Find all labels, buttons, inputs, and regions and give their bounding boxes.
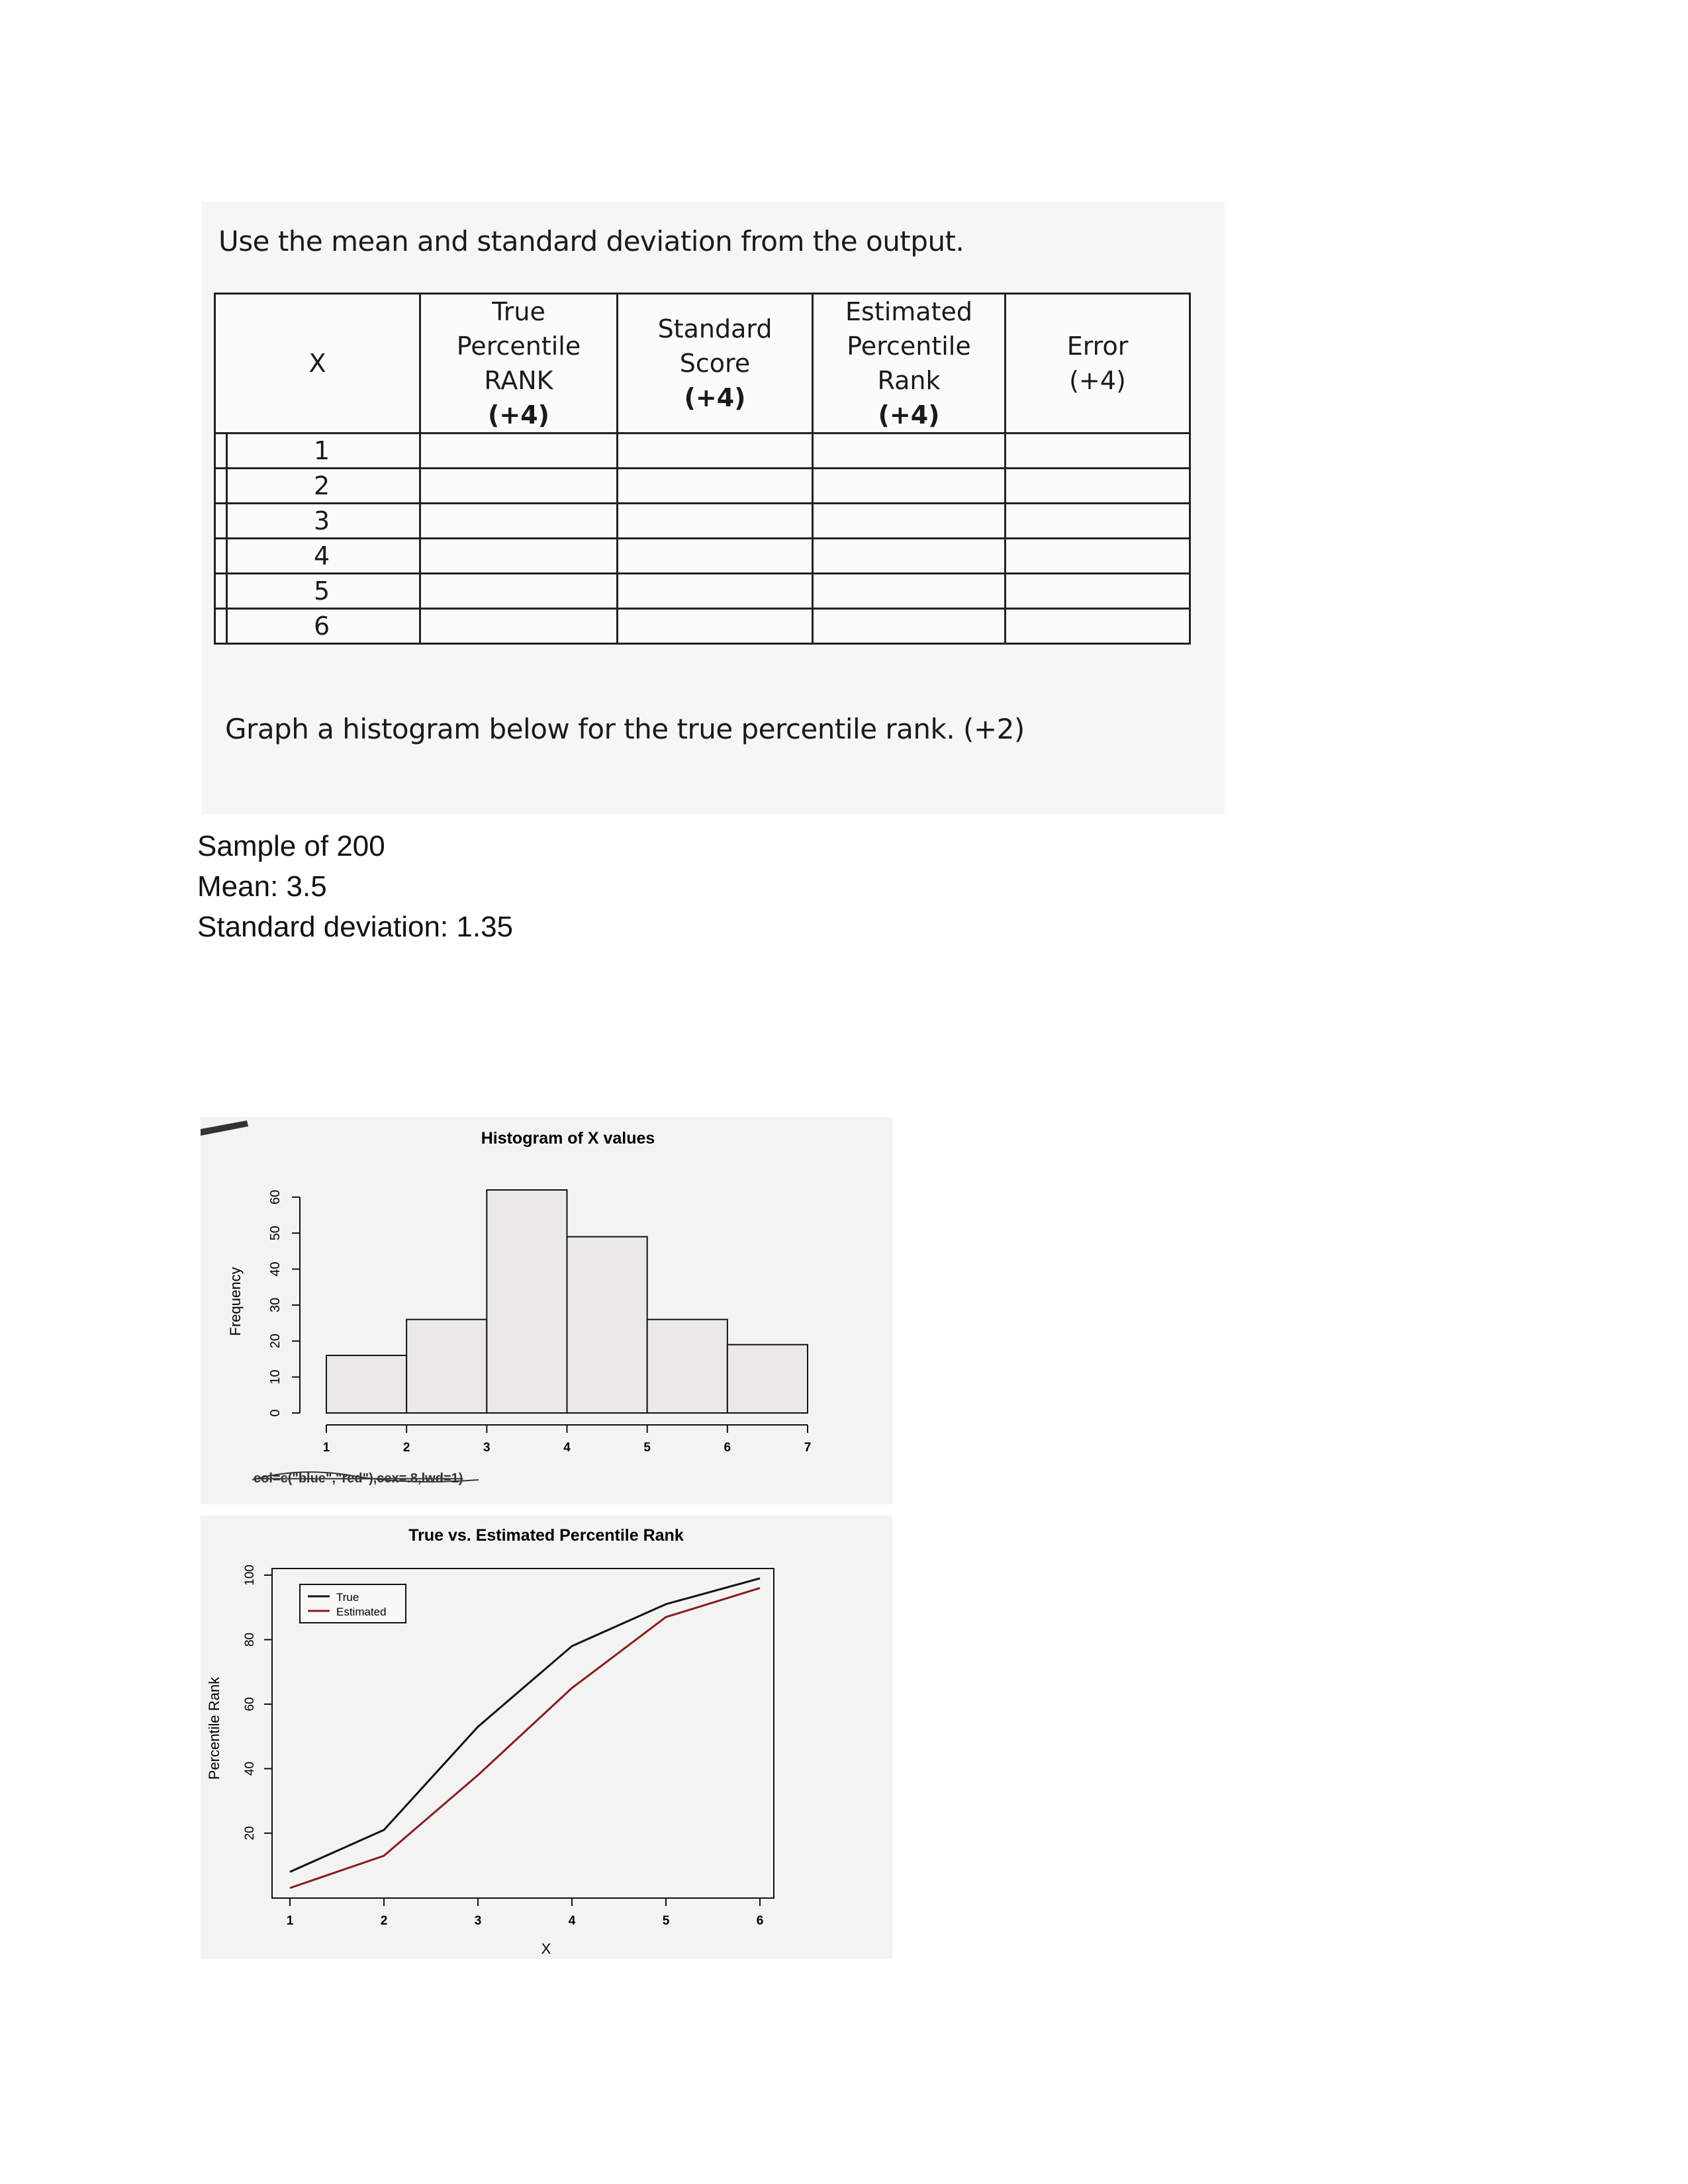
x-tick-label: 5 (662, 1914, 670, 1928)
y-tick-label: 20 (268, 1334, 283, 1349)
y-tick-label: 60 (268, 1189, 283, 1205)
x-tick-label: 5 (643, 1441, 651, 1455)
x-tick-label: 3 (483, 1441, 491, 1455)
x-value-cell (215, 574, 420, 609)
y-tick-label: 40 (268, 1261, 283, 1277)
table-row (215, 574, 1190, 609)
y-tick-label: 40 (243, 1761, 257, 1776)
y-tick-label: 10 (268, 1369, 283, 1385)
header-standard-score: Standard Score (+4) (618, 294, 813, 433)
sample-size-text: Sample of 200 (197, 830, 385, 862)
table-row (215, 539, 1190, 574)
x-tick-label: 4 (563, 1441, 571, 1455)
y-tick-label: 80 (243, 1632, 257, 1647)
header-estimated-percentile-rank: Estimated Percentile Rank (+4) (813, 294, 1006, 433)
histogram-chart (201, 1117, 892, 1504)
x-tick-label: 2 (402, 1441, 410, 1455)
true-rank-cell[interactable] (420, 539, 618, 574)
x-tick-label: 3 (474, 1914, 482, 1928)
error-cell[interactable] (1006, 504, 1190, 539)
instruction-text: Use the mean and standard deviation from the output. (218, 225, 964, 257)
error-cell[interactable] (1006, 433, 1190, 469)
graph-prompt-text: Graph a histogram below for the true percentile rank. (+2) (225, 713, 1025, 745)
y-tick-label: 50 (268, 1226, 283, 1241)
table-header-row (215, 294, 1190, 433)
x-tick-label: 7 (804, 1441, 812, 1455)
x-tick-label: 2 (380, 1914, 388, 1928)
y-axis-label: Frequency (227, 1267, 244, 1336)
histogram-bar (326, 1355, 406, 1413)
x-tick-label: 1 (322, 1441, 330, 1455)
table-body (215, 433, 1190, 644)
x-value: 4 (226, 539, 419, 572)
true-rank-cell[interactable] (420, 574, 618, 609)
standard-score-cell[interactable] (618, 504, 813, 539)
y-axis-label: Percentile Rank (206, 1676, 222, 1780)
y-tick-label: 100 (243, 1565, 257, 1586)
x-tick-label: 4 (568, 1914, 576, 1928)
standard-score-cell[interactable] (618, 433, 813, 469)
estimated-rank-cell[interactable] (813, 433, 1006, 469)
estimated-rank-cell[interactable] (813, 539, 1006, 574)
histogram-bar (647, 1320, 727, 1413)
header-true-percentile-rank: True Percentile RANK (+4) (420, 294, 618, 433)
x-value: 6 (226, 610, 419, 643)
true-rank-cell[interactable] (420, 504, 618, 539)
histogram-bar (487, 1190, 567, 1413)
estimated-rank-cell[interactable] (813, 574, 1006, 609)
header-error: Error (+4) (1006, 294, 1190, 433)
x-value-cell (215, 539, 420, 574)
mean-text: Mean: 3.5 (197, 870, 327, 903)
series-line-estimated (290, 1588, 760, 1888)
x-value-cell (215, 609, 420, 644)
x-axis-label: X (541, 1940, 551, 1957)
x-value: 3 (226, 504, 419, 537)
y-tick-label: 30 (268, 1297, 283, 1313)
y-tick-label: 20 (243, 1826, 257, 1841)
x-value: 2 (226, 469, 419, 502)
y-tick-label: 60 (243, 1697, 257, 1711)
error-cell[interactable] (1006, 574, 1190, 609)
worksheet-table (214, 293, 1191, 645)
standard-score-cell[interactable] (618, 574, 813, 609)
standard-score-cell[interactable] (618, 609, 813, 644)
error-cell[interactable] (1006, 609, 1190, 644)
true-rank-cell[interactable] (420, 609, 618, 644)
x-value-cell (215, 469, 420, 504)
chart-title: True vs. Estimated Percentile Rank (408, 1526, 684, 1545)
true-rank-cell[interactable] (420, 433, 618, 469)
histogram-bar (727, 1345, 808, 1413)
error-cell[interactable] (1006, 539, 1190, 574)
scanned-worksheet (202, 202, 1225, 814)
table-row (215, 433, 1190, 469)
table-row (215, 504, 1190, 539)
percentile-rank-line-chart (201, 1516, 892, 1959)
x-value-cell (215, 504, 420, 539)
scan-smudge (201, 1120, 248, 1136)
histogram-figure (201, 1117, 892, 1504)
legend-label: True (336, 1591, 359, 1604)
x-tick-label: 6 (756, 1914, 764, 1928)
table-row (215, 469, 1190, 504)
x-value-cell (215, 433, 420, 469)
x-tick-label: 1 (286, 1914, 294, 1928)
standard-score-cell[interactable] (618, 469, 813, 504)
legend-label: Estimated (336, 1606, 387, 1618)
x-value: 5 (226, 574, 419, 608)
histogram-bar (567, 1237, 647, 1413)
x-value: 1 (226, 434, 419, 467)
true-rank-cell[interactable] (420, 469, 618, 504)
chart-title: Histogram of X values (481, 1129, 655, 1148)
table-row (215, 609, 1190, 644)
x-tick-label: 6 (724, 1441, 731, 1455)
header-x: X (215, 294, 420, 433)
line-chart-figure (201, 1516, 892, 1959)
error-cell[interactable] (1006, 469, 1190, 504)
estimated-rank-cell[interactable] (813, 504, 1006, 539)
standard-score-cell[interactable] (618, 539, 813, 574)
summary-block (197, 826, 513, 947)
y-tick-label: 0 (268, 1409, 283, 1417)
code-caption: col=c("blue","red"),cex=.8,lwd=1) (254, 1471, 463, 1486)
sd-text: Standard deviation: 1.35 (197, 911, 514, 943)
estimated-rank-cell[interactable] (813, 609, 1006, 644)
estimated-rank-cell[interactable] (813, 469, 1006, 504)
histogram-bar (406, 1320, 487, 1413)
